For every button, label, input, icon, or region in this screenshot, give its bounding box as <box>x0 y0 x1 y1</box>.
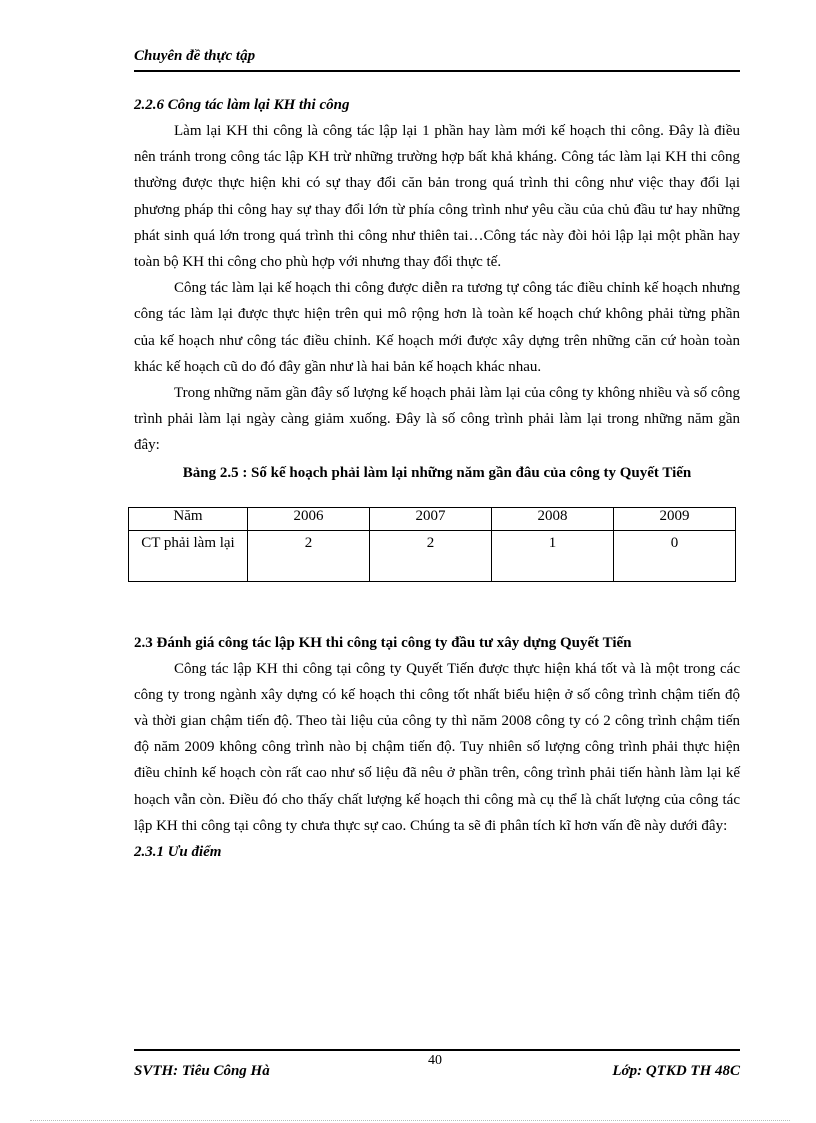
page-header <box>134 48 740 72</box>
table-caption: Bảng 2.5 : Số kế hoạch phải làm lại những năm gần đâu của công ty Quyết Tiến <box>182 464 692 481</box>
table-year-cell: 2006 <box>248 507 370 530</box>
table-value-cell: 2 <box>248 530 370 581</box>
page-content <box>134 92 740 865</box>
paragraph: Công tác lập KH thi công tại công ty Quyết Tiến được thực hiện khá tốt và là một trong các công ty trong ngành xây dựng có kế hoạch thi công tốt nhất biểu hiện ở số công trình chậm tiến độ và thời gian chậm tiến độ. Theo tài liệu của công ty thì năm 2008 công ty có 2 công trình chậm tiến độ năm 2009 không công trình nào bị chậm tiến độ. Tuy nhiên số lượng công trình phải thực hiện điều chỉnh kế hoạch còn rất cao như số liệu đã nêu ở phần trên, công trình phải tiến hành làm lại kế hoạch vẫn còn. Điều đó cho thấy chất lượng kế hoạch thi công mà cụ thể là chất lượng của công tác lập KH thi công tại công ty chưa thực sự cao. Chúng ta sẽ đi phân tích kĩ hơn vấn đề này dưới đây: <box>134 660 740 834</box>
table-value-cell: 1 <box>492 530 614 581</box>
table-value-cell: 2 <box>370 530 492 581</box>
table-year-cell: 2007 <box>370 507 492 530</box>
table-header-label: Năm <box>129 507 248 530</box>
table-row-label: CT phải làm lại <box>129 530 248 581</box>
replanning-table <box>128 507 736 582</box>
page-edge-dotted-line <box>30 1120 790 1121</box>
paragraph: Trong những năm gần đây số lượng kế hoạch phải làm lại của công ty không nhiều và số công trình phải làm lại ngày càng giảm xuống. Đây là số công trình phải làm lại trong những năm gần đây: <box>134 385 740 454</box>
table-row <box>129 530 736 581</box>
table-header-row <box>129 507 736 530</box>
paragraph: Làm lại KH thi công là công tác lập lại 1 phần hay làm mới kế hoạch thi công. Đây là điều nên tránh trong công tác lập KH trừ những trường hợp bất khả kháng. Công tác làm lại KH thi công thường được thực hiện khi có sự thay đổi căn bản trong quá trình thi công như việc thay đổi lại phương pháp thi công hay sự thay đổi lớn từ phía công trình như yêu cầu của chủ đầu tư hay những phát sinh quá lớn trong quá trình thi công như thiên tai…Công tác này đòi hỏi lập lại một phần hay toàn bộ KH thi công cho phù hợp với nhưng thay đổi thực tế. <box>134 123 740 271</box>
section-heading-2-2-6: 2.2.6 Công tác làm lại KH thi công <box>134 97 350 113</box>
table-year-cell: 2008 <box>492 507 614 530</box>
footer-class: Lớp: QTKD TH 48C <box>612 1063 740 1079</box>
footer-author: SVTH: Tiêu Công Hà <box>134 1063 270 1079</box>
table-year-cell: 2009 <box>614 507 736 530</box>
section-heading-2-3: 2.3 Đánh giá công tác lập KH thi công tại công ty đầu tư xây dựng Quyết Tiến <box>134 634 632 651</box>
header-title: Chuyên đề thực tập <box>134 48 256 64</box>
page-footer <box>134 1049 740 1081</box>
section-heading-2-3-1: 2.3.1 Ưu điểm <box>134 844 222 861</box>
paragraph: Công tác làm lại kế hoạch thi công được diễn ra tương tự công tác điều chỉnh kế hoạch nhưng công tác làm lại được thực hiện trên qui mô rộng hơn là toàn kế hoạch chứ không phải từng phần của kế hoạch như công tác điều chỉnh. Kế hoạch mới được xây dựng trên những căn cứ hoàn toàn khác kế hoạch cũ do đó đây gần như là hai bản kế hoạch khác nhau. <box>134 280 740 375</box>
table-value-cell: 0 <box>614 530 736 581</box>
page-number: 40 <box>428 1053 442 1068</box>
